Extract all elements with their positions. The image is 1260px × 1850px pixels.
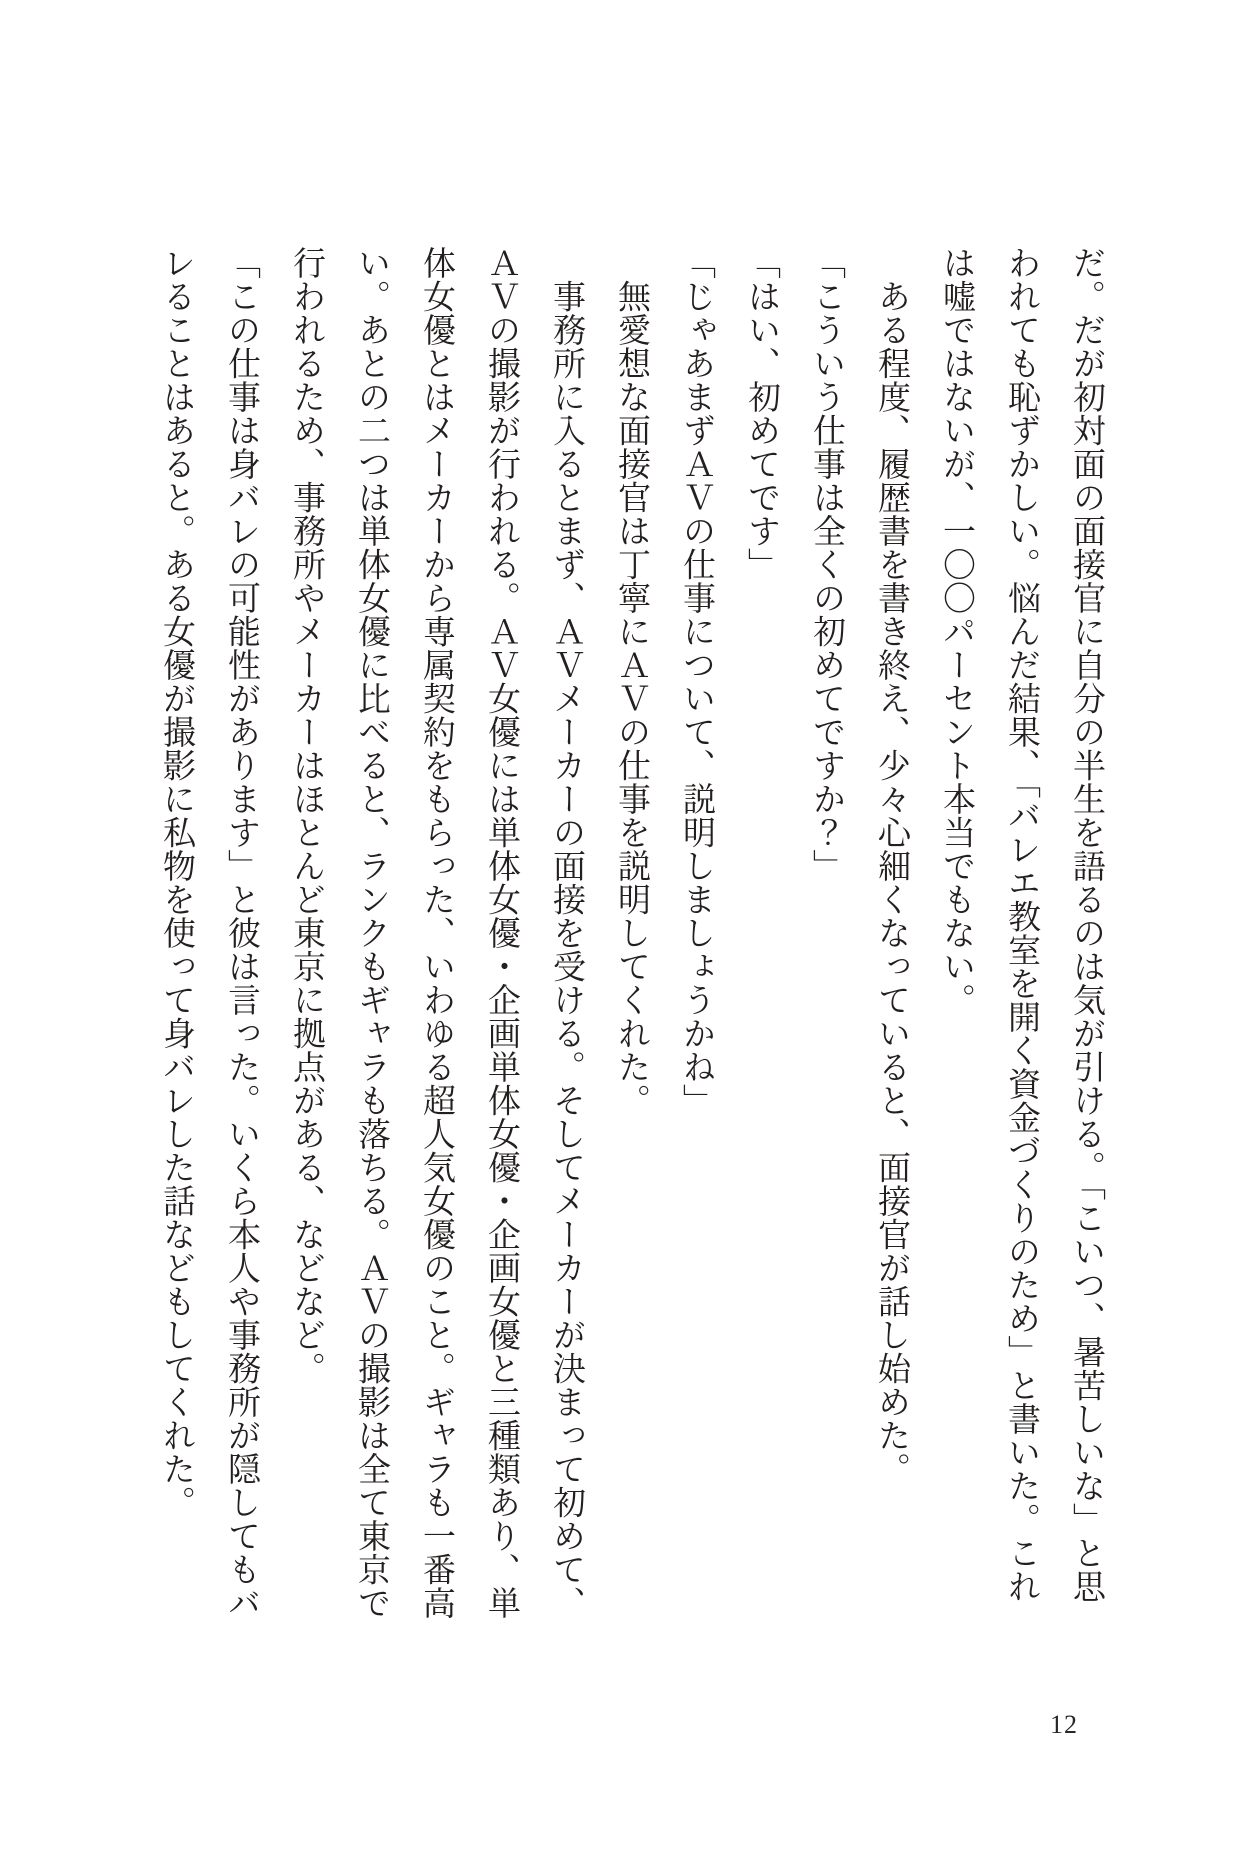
- paragraph: 無愛想な面接官は丁寧にＡＶの仕事を説明してくれた。: [613, 246, 649, 1117]
- paragraph-dialogue: 「じゃあまずＡＶの仕事について、説明しましょうかね」: [678, 246, 714, 1117]
- paragraph-dialogue: 「はい、初めてです」: [743, 246, 779, 581]
- paragraph: 「この仕事は身バレの可能性があります」と彼は言った。いくら本人や事務所が隠してもバレることはあると。ある女優が撮影に私物を使って身バレした話などもしてくれた。: [158, 246, 259, 1620]
- paragraph: だ。だが初対面の面接官に自分の半生を語るのは気が引ける。「こいつ、暑苦しいな」と思われても恥ずかしい。悩んだ結果、「バレエ教室を開く資金づくりのため」と書いた。これは嘘ではないが、一〇〇パーセント本当でもない。: [938, 246, 1104, 1603]
- paragraph: 事務所に入るとまず、ＡＶメーカーの面接を受ける。そしてメーカーが決まって初めて、ＡＶの撮影が行われる。ＡＶ女優には単体女優・企画単体女優・企画女優と三種類あり、単体女優とはメーカーから専属契約をもらった、いわゆる超人気女優のこと。ギャラも一番高い。あとの二つは単体女優に比べると、ランクもギャラも落ちる。ＡＶの撮影は全て東京で行われるため、事務所やメーカーはほとんど東京に拠点がある、などなど。: [288, 246, 584, 1620]
- page-number: 12: [1050, 1710, 1078, 1739]
- paragraph: ある程度、履歴書を書き終え、少々心細くなっていると、面接官が話し始めた。: [873, 246, 909, 1486]
- paragraph-dialogue: 「こういう仕事は全くの初めてですか？」: [808, 246, 844, 883]
- body-text: [143, 246, 1118, 1626]
